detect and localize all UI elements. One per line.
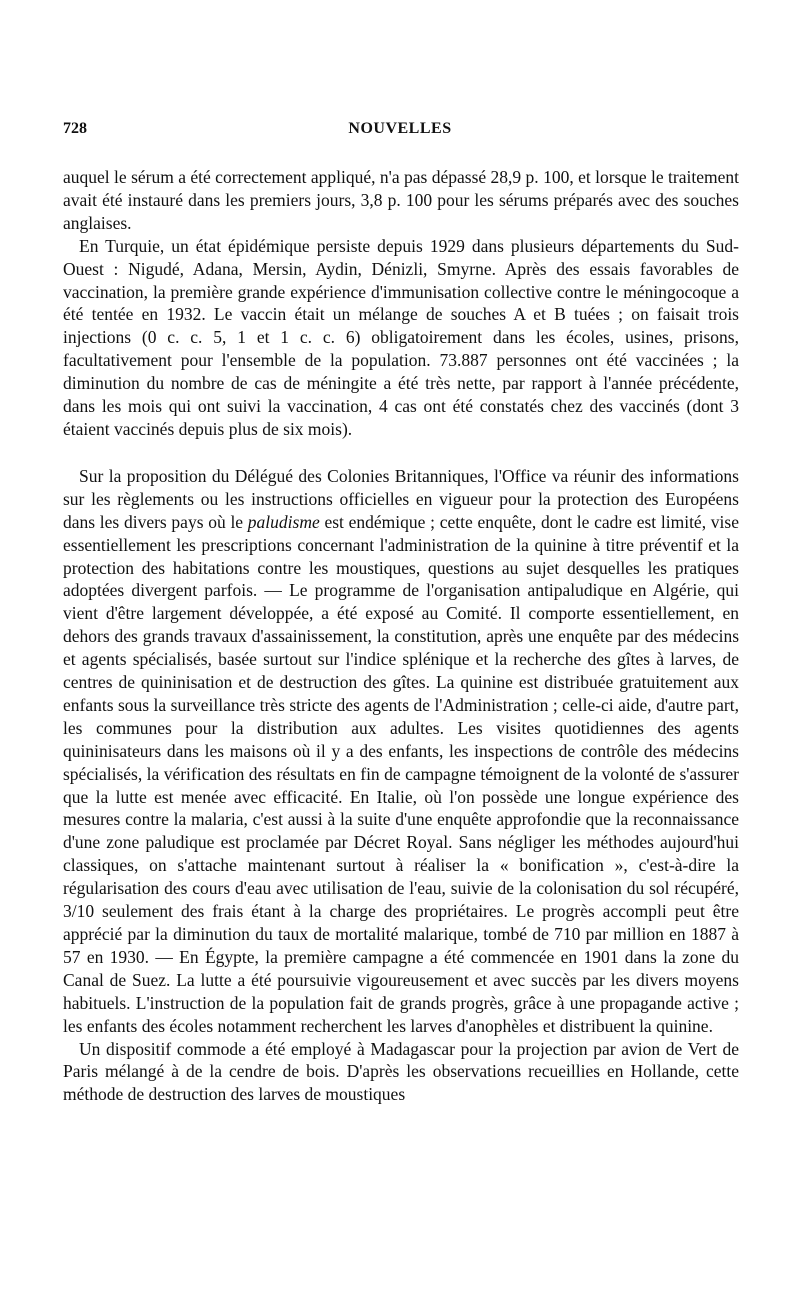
paludisme-emphasis: paludisme xyxy=(247,511,320,532)
running-title: NOUVELLES xyxy=(348,120,452,137)
paragraph-continuation: auquel le sérum a été correctement appliqué, n'a pas dépassé 28,9 p. 100, et lorsque le traitement avait été instauré dans les premiers jours, 3,8 p. 100 pour les sérums préparés avec des souches anglaises. xyxy=(63,167,739,233)
body-text xyxy=(63,166,739,1106)
paragraph-madagascar: Un dispositif commode a été employé à Madagascar pour la projection par avion de Vert de Paris mélangé à de la cendre de bois. D'après les observations recueillies en Hollande, cette méthode de destruction des larves de moustiques xyxy=(63,1038,739,1105)
page-number: 728 xyxy=(63,120,87,137)
page-header xyxy=(63,120,737,144)
paragraph-paludisme-text-after: est endémique ; cette enquête, dont le cadre est limité, vise essentiellement les prescriptions concernant l'administration de la quinine à titre préventif et la protection des habitations contre les moustiques, questions au sujet desquelles les pratiques adoptées divergent parfois. — Le programme de l'organisation antipaludique en Algérie, qui vient d'être largement développée, a été exposé au Comité. Il comporte essentiellement, en dehors des grands travaux d'assainissement, la constitution, après une enquête par des médecins et agents spécialisés, basée surtout sur l'indice splénique et la recherche des gîtes à larves, de centres de quininisation et de destruction des gîtes. La quinine est distribuée gratuitement aux enfants sous la surveillance très stricte des agents de l'Administration ; celle-ci aide, d'autre part, les communes pour la distribution aux adultes. Les visites quotidiennes des agents quininisateurs dans les maisons où il y a des enfants, les inspections de contrôle des médecins spécialisés, la vérification des résultats en fin de campagne témoignent de la volonté de s'assurer que la lutte est menée avec efficacité. En Italie, où l'on possède une longue expérience des mesures contre la malaria, c'est aussi à la suite d'une enquête approfondie que la reconnaissance d'une zone paludique est proclamée par Décret Royal. Sans négliger les méthodes aujourd'hui classiques, on s'attache maintenant surtout à réaliser la « bonification », c'est-à-dire la régularisation des cours d'eau avec utilisation de l'eau, suivie de la colonisation du sol récupéré, 3/10 seulement des frais étant à la charge des propriétaires. Le progrès accompli peut être apprécié par la diminution du taux de mortalité malarique, tombé de 710 par million en 1887 à 57 en 1930. — En Égypte, la première campagne a été commencée en 1901 dans la zone du Canal de Suez. La lutte a été poursuivie vigoureusement et avec succès par les divers moyens habituels. L'instruction de la population fait de grands progrès, grâce à une propagande active ; les enfants des écoles notamment recherchent les larves d'anophèles et distribuent la quinine. xyxy=(63,511,739,1036)
paragraph-paludisme xyxy=(63,465,739,1038)
paragraph-turquie: En Turquie, un état épidémique persiste depuis 1929 dans plusieurs départements du Sud-Ouest : Nigudé, Adana, Mersin, Aydin, Dénizli, Smyrne. Après des essais favorables de vaccination, la première grande expérience d'immunisation collective contre le méningocoque a été tentée en 1932. Le vaccin était un mélange de souches A et B tuées ; on faisait trois injections (0 c. c. 5, 1 et 1 c. c. 6) obligatoirement dans les écoles, usines, prisons, facultativement pour l'ensemble de la population. 73.887 personnes ont été vaccinées ; la diminution du nombre de cas de méningite a été très nette, par rapport à l'année précédente, dans les mois qui ont suivi la vaccination, 4 cas ont été constatés chez des vaccinés (dont 3 étaient vaccinés depuis plus de six mois). xyxy=(63,235,739,439)
paragraph-paludisme-text-before: Sur la proposition du Délégué des Colonies Britanniques, l'Office va réunir des informations sur les règlements ou les instructions officielles en vigueur pour la protection des Européens dans les divers pays où le xyxy=(63,465,739,532)
